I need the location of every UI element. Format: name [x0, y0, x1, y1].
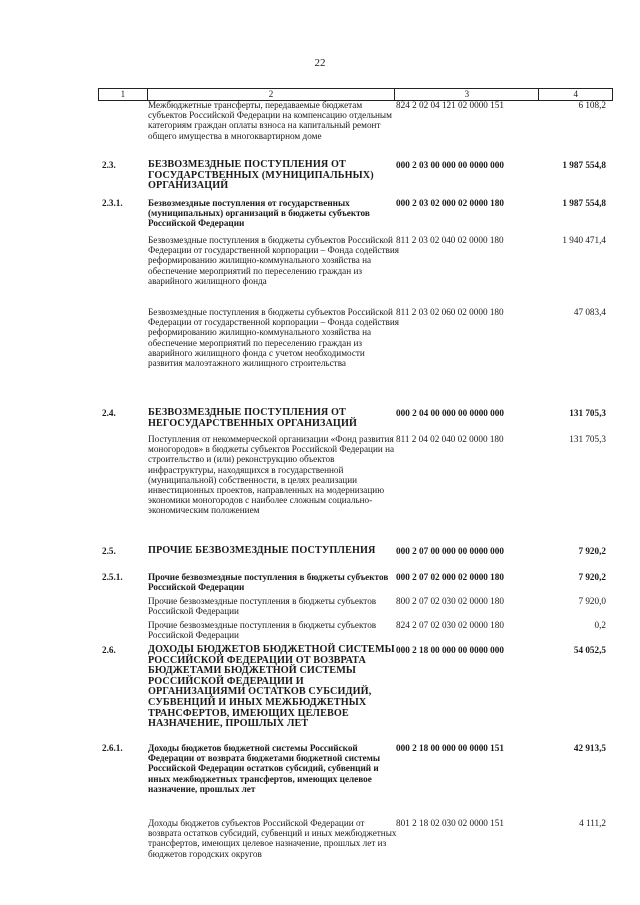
row-description: Доходы бюджетов бюджетной системы Российской Федерации от возврата бюджетами бюджетной системы Российской Федерации остатков субсидий, субвенций и иных межбюджетных трансфертов, имеющих целевое назначение, прошлых лет	[148, 743, 381, 794]
row-code: 811 2 03 02 040 02 0000 180	[396, 235, 504, 245]
row-number: 2.6.1.	[102, 743, 123, 753]
row-amount: 7 920,2	[578, 572, 606, 582]
row-amount: 0,2	[594, 620, 606, 630]
row-code: 824 2 02 04 121 02 0000 151	[396, 100, 504, 110]
row-code: 000 2 04 00 000 00 0000 000	[396, 408, 504, 418]
row-amount: 4 111,2	[579, 818, 606, 828]
row-code: 800 2 07 02 030 02 0000 180	[396, 596, 504, 606]
row-amount: 131 705,3	[569, 408, 606, 418]
row-description: Безвозмездные поступления в бюджеты субъектов Российской Федерации от государственной корпорации – Фонда содействия реформированию жилищно-коммунального хозяйства на обеспечение мероприятий по переселению граждан из аварийного жилищного фонда с учетом необходимости развития малоэтажного жилищного строительства	[148, 307, 400, 369]
row-amount: 1 987 554,8	[562, 198, 606, 208]
row-code: 000 2 07 02 000 02 0000 180	[396, 572, 504, 582]
row-amount: 131 705,3	[569, 434, 606, 444]
row-amount: 7 920,0	[578, 596, 606, 606]
row-description: ДОХОДЫ БЮДЖЕТОВ БЮДЖЕТНОЙ СИСТЕМЫ РОССИЙСКОЙ ФЕДЕРАЦИИ ОТ ВОЗВРАТА БЮДЖЕТАМИ БЮДЖЕТНОЙ СИСТЕМЫ РОССИЙСКОЙ ФЕДЕРАЦИИ И ОРГАНИЗАЦИЯМИ ОСТАТКОВ СУБСИДИЙ, СУБВЕНЦИЙ И ИНЫХ МЕЖБЮДЖЕТНЫХ ТРАНСФЕРТОВ, ИМЕЮЩИХ ЦЕЛЕВОЕ НАЗНАЧЕНИЕ, ПРОШЛЫХ ЛЕТ	[148, 644, 395, 730]
row-description: Межбюджетные трансферты, передаваемые бюджетам субъектов Российской Федерации на компенсацию отдельным категориям граждан оплаты взноса на капитальный ремонт общего имущества в многоквартирном доме	[148, 100, 392, 141]
page-number: 22	[314, 57, 326, 69]
row-number: 2.5.1.	[102, 572, 123, 582]
row-code: 000 2 03 02 000 02 0000 180	[396, 198, 504, 208]
row-description: Прочие безвозмездные поступления в бюджеты субъектов Российской Федерации	[148, 572, 389, 593]
row-number: 2.6.	[102, 645, 116, 655]
row-amount: 7 920,2	[578, 546, 606, 556]
row-amount: 42 913,5	[573, 743, 606, 753]
row-description: Прочие безвозмездные поступления в бюджеты субъектов Российской Федерации	[148, 596, 377, 617]
header-col-2: 2	[148, 89, 396, 100]
row-code: 000 2 03 00 000 00 0000 000	[396, 160, 504, 170]
row-description: Доходы бюджетов субъектов Российской Федерации от возврата остатков субсидий, субвенций и иных межбюджетных трансфертов, имеющих целевое назначение, прошлых лет из бюджетов городских округов	[148, 818, 397, 859]
row-description: Безвозмездные поступления в бюджеты субъектов Российской Федерации от государственной корпорации – Фонда содействия реформированию жилищно-коммунального хозяйства на обеспечение мероприятий по переселению граждан из аварийного жилищного фонда	[148, 235, 400, 286]
row-code: 801 2 18 02 030 02 0000 151	[396, 818, 504, 828]
row-amount: 54 052,5	[573, 645, 606, 655]
row-description: Безвозмездные поступления от государственных (муниципальных) организаций в бюджеты субъектов Российской Федерации	[148, 198, 370, 229]
header-col-4: 4	[573, 89, 578, 99]
row-code: 000 2 07 00 000 00 0000 000	[396, 546, 504, 556]
row-amount: 47 083,4	[573, 307, 606, 317]
row-description: Поступления от некоммерческой организации «Фонд развития моногородов» в бюджеты субъектов Российской Федерации на строительство и (или) реконструкцию объектов инфраструктуры, находящихся в государственной (муниципальной) собственности, в целях реализации инвестиционных проектов, направленных на модернизацию экономики моногородов с наиболее сложным социально-экономическим положением	[148, 434, 395, 516]
row-code: 824 2 07 02 030 02 0000 180	[396, 620, 504, 630]
row-number: 2.4.	[102, 408, 116, 418]
header-col-3: 3	[395, 89, 539, 100]
row-number: 2.3.1.	[102, 198, 123, 208]
row-code: 000 2 18 00 000 00 0000 151	[396, 743, 504, 753]
row-code: 000 2 18 00 000 00 0000 000	[396, 645, 504, 655]
row-amount: 6 108,2	[578, 100, 606, 110]
row-amount: 1 987 554,8	[562, 160, 606, 170]
row-description: ПРОЧИЕ БЕЗВОЗМЕЗДНЫЕ ПОСТУПЛЕНИЯ	[148, 545, 376, 556]
row-number: 2.5.	[102, 546, 116, 556]
row-code: 811 2 04 02 040 02 0000 180	[396, 434, 504, 444]
row-description: БЕЗВОЗМЕЗДНЫЕ ПОСТУПЛЕНИЯ ОТ НЕГОСУДАРСТВЕННЫХ ОРГАНИЗАЦИЙ	[148, 407, 358, 429]
row-description: Прочие безвозмездные поступления в бюджеты субъектов Российской Федерации	[148, 620, 377, 641]
row-number: 2.3.	[102, 160, 116, 170]
row-description: БЕЗВОЗМЕЗДНЫЕ ПОСТУПЛЕНИЯ ОТ ГОСУДАРСТВЕННЫХ (МУНИЦИПАЛЬНЫХ) ОРГАНИЗАЦИЙ	[148, 159, 374, 192]
header-col-1: 1	[99, 89, 148, 100]
row-code: 811 2 03 02 060 02 0000 180	[396, 307, 504, 317]
row-amount: 1 940 471,4	[562, 235, 606, 245]
